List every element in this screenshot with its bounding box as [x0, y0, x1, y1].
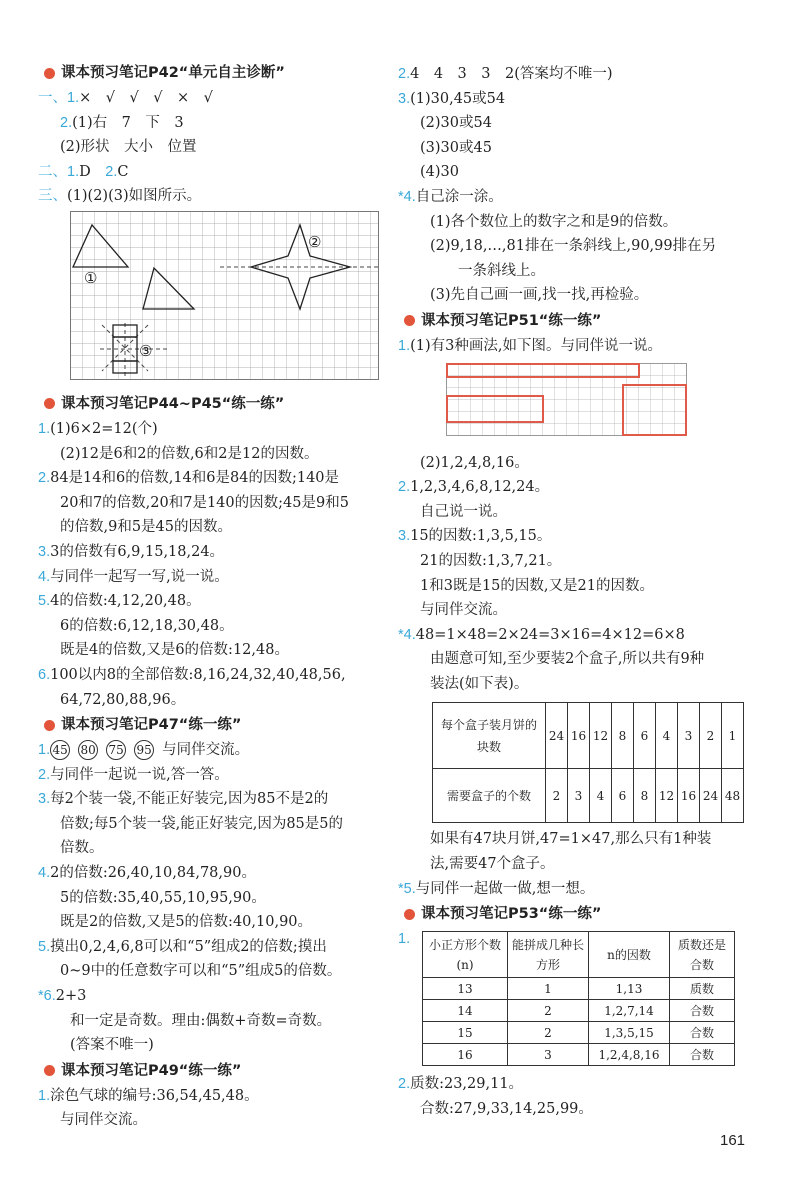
table-cell: 合数 [670, 1000, 735, 1022]
answer-line: (2)1,2,4,8,16。 [420, 454, 529, 471]
table-cell: 3 [678, 703, 700, 769]
answer-line: 法,需要47个盒子。 [430, 856, 555, 873]
left-column [38, 60, 388, 1133]
answer-line: 3.每2个装一袋,不能正好装完,因为85不是2的 [38, 791, 329, 808]
table-row [423, 978, 735, 1000]
answer-line: 与同伴交流。 [420, 602, 507, 619]
answer-line: 0~9中的任意数字可以和“5”组成5的倍数。 [60, 963, 342, 980]
answer-line: 2.(1)右 7 下 3 [60, 114, 184, 131]
answer-line: 一条斜线上。 [458, 262, 545, 279]
answer-line: 1. 45 80 75 95 与同伴交流。 [38, 742, 250, 759]
section-header-p42: 课本预习笔记P42“单元自主诊断” [38, 60, 388, 86]
answer-line: 3.3的倍数有6,9,15,18,24。 [38, 543, 225, 560]
section-header-p51: 课本预习笔记P51“练一练” [398, 308, 768, 334]
answer-line: (3)30或45 [420, 139, 492, 156]
answer-line: 6.100以内8的全部倍数:8,16,24,32,40,48,56, [38, 666, 346, 683]
table-cell: 4 [590, 769, 612, 823]
answer-line: 和一定是奇数。理由:偶数+奇数=奇数。 [70, 1012, 332, 1029]
bullet-icon [404, 315, 415, 326]
table-cell: 12 [590, 703, 612, 769]
table-cell: 3 [508, 1044, 589, 1066]
column-header: n的因数 [589, 932, 670, 978]
answer-line: 3.15的因数:1,3,5,15。 [398, 528, 552, 545]
section-header-p49: 课本预习笔记P49“练一练” [38, 1058, 388, 1084]
label-3: ③ [139, 341, 153, 360]
answer-line: 1.(1)有3种画法,如下图。与同伴说一说。 [398, 337, 662, 354]
table-cell: 1,3,5,15 [589, 1022, 670, 1044]
answer-line: 21的因数:1,3,7,21。 [420, 552, 562, 569]
answer-line: 3.(1)30,45或54 [398, 90, 506, 107]
table-cell: 24 [546, 703, 568, 769]
grid-figure [70, 211, 382, 383]
answer-line: 64,72,80,88,96。 [60, 691, 186, 708]
bullet-icon [44, 398, 55, 409]
answer-line: 一、1.× √ √ √ × √ [38, 90, 213, 106]
answer-line: 装法(如下表)。 [430, 675, 529, 692]
prime-table [422, 931, 735, 1066]
table-cell: 2 [700, 703, 722, 769]
table-cell: 合数 [670, 1044, 735, 1066]
answer-line: 5.摸出0,2,4,6,8可以和“5”组成2的倍数;摸出 [38, 938, 327, 955]
answer-block: 1. 小正方形个数(n) 能拼成几种长方形 n的因数 质数还是合数 13 1 1,13 质数 14 2 1,2,7,14 合数 15 2 1,3,5,15 合数 16 3 1,2,4,8,16 合数 [398, 927, 768, 1066]
table-row [433, 769, 744, 823]
answer-line: 5.4的倍数:4,12,20,48。 [38, 593, 201, 610]
table-cell: 8 [634, 769, 656, 823]
answer-line: 由题意可知,至少要装2个盒子,所以共有9种 [430, 651, 705, 668]
answer-line: (2)30或54 [420, 115, 492, 132]
table-cell: 13 [423, 978, 508, 1000]
table-row [423, 1044, 735, 1066]
answer-line: *4.48=1×48=2×24=3×16=4×12=6×8 [398, 626, 685, 643]
section-header-p44: 课本预习笔记P44~P45“练一练” [38, 391, 388, 417]
table-cell: 3 [568, 769, 590, 823]
answer-line: 2.4 4 3 3 2(答案均不唯一) [398, 66, 613, 82]
table-cell: 1,2,7,14 [589, 1000, 670, 1022]
column-header: 能拼成几种长方形 [508, 932, 589, 978]
table-row [423, 1022, 735, 1044]
answer-line: 2.1,2,3,4,6,8,12,24。 [398, 479, 550, 496]
column-header: 小正方形个数(n) [423, 932, 508, 978]
answer-line: 自己说一说。 [420, 503, 507, 520]
table-cell: 1 [508, 978, 589, 1000]
mooncake-table [432, 702, 744, 823]
table-cell: 1,13 [589, 978, 670, 1000]
circled-number: 95 [134, 740, 154, 760]
column-header: 质数还是合数 [670, 932, 735, 978]
table-cell: 2 [508, 1022, 589, 1044]
answer-line: 二、1.D 2.C [38, 163, 129, 180]
right-column [398, 62, 768, 1121]
section-header-p53: 课本预习笔记P53“练一练” [398, 901, 768, 927]
answer-line: *6.2+3 [38, 988, 87, 1005]
answer-line: 倍数。 [60, 840, 104, 857]
row-label: 每个盒子装月饼的块数 [433, 703, 546, 769]
table-header-row [423, 932, 735, 978]
answer-line: 2.质数:23,29,11。 [398, 1076, 524, 1093]
page-number: 161 [720, 1132, 746, 1149]
table-cell: 24 [700, 769, 722, 823]
answer-line: 合数:27,9,33,14,25,99。 [420, 1100, 593, 1117]
answer-line: 与同伴交流。 [60, 1112, 147, 1129]
answer-line: 的倍数,9和5是45的因数。 [60, 519, 233, 536]
answer-line: 既是4的倍数,又是6的倍数:12,48。 [60, 642, 289, 659]
answer-line: 三、(1)(2)(3)如图所示。 [38, 188, 202, 205]
answer-line: (答案不唯一) [70, 1037, 154, 1054]
table-cell: 1,2,4,8,16 [589, 1044, 670, 1066]
answer-line: *5.与同伴一起做一做,想一想。 [398, 880, 595, 897]
answer-line: 2.与同伴一起说一说,答一答。 [38, 766, 229, 783]
table-cell: 2 [508, 1000, 589, 1022]
table-cell: 14 [423, 1000, 508, 1022]
answer-line: 倍数;每5个装一袋,能正好装完,因为85是5的 [60, 815, 344, 832]
rectangle-grid-figure [446, 363, 696, 447]
circled-number: 75 [106, 740, 126, 760]
bullet-icon [404, 909, 415, 920]
answer-line: 4.与同伴一起写一写,说一说。 [38, 568, 229, 585]
label-1: ① [84, 268, 98, 287]
answer-line: (4)30 [420, 164, 459, 181]
table-row [423, 1000, 735, 1022]
answer-line: *4.自己涂一涂。 [398, 188, 503, 205]
circled-number: 80 [78, 740, 98, 760]
table-cell: 48 [722, 769, 744, 823]
bullet-icon [44, 720, 55, 731]
answer-line: 如果有47块月饼,47=1×47,那么只有1种装 [430, 831, 712, 848]
bullet-icon [44, 1065, 55, 1076]
table-cell: 12 [656, 769, 678, 823]
answer-line: 5的倍数:35,40,55,10,95,90。 [60, 889, 266, 906]
table-cell: 16 [568, 703, 590, 769]
answer-line: (2)形状 大小 位置 [60, 139, 197, 156]
answer-line: 20和7的倍数,20和7是140的因数;45是9和5 [60, 494, 349, 511]
answer-line: (2)9,18,…,81排在一条斜线上,90,99排在另 [430, 238, 717, 255]
label-2: ② [308, 232, 322, 251]
table-cell: 15 [423, 1022, 508, 1044]
table-cell: 6 [634, 703, 656, 769]
table-cell: 1 [722, 703, 744, 769]
table-cell: 4 [656, 703, 678, 769]
answer-line: 4.2的倍数:26,40,10,84,78,90。 [38, 865, 256, 882]
table-cell: 合数 [670, 1022, 735, 1044]
table-cell: 16 [678, 769, 700, 823]
row-label: 需要盒子的个数 [433, 769, 546, 823]
table-row [433, 703, 744, 769]
circled-number: 45 [50, 740, 70, 760]
table-cell: 8 [612, 703, 634, 769]
answer-line: 6的倍数:6,12,18,30,48。 [60, 617, 234, 634]
table-cell: 16 [423, 1044, 508, 1066]
table-cell: 质数 [670, 978, 735, 1000]
answer-line: (3)先自己画一画,找一找,再检验。 [430, 287, 649, 304]
answer-line: 既是2的倍数,又是5的倍数:40,10,90。 [60, 914, 313, 931]
answer-line: 1.(1)6×2=12(个) [38, 420, 158, 437]
answer-line: (1)各个数位上的数字之和是9的倍数。 [430, 213, 678, 230]
section-header-p47: 课本预习笔记P47“练一练” [38, 712, 388, 738]
answer-line: 1和3既是15的因数,又是21的因数。 [420, 577, 654, 594]
answer-line: (2)12是6和2的倍数,6和2是12的因数。 [60, 445, 319, 462]
table-cell: 6 [612, 769, 634, 823]
bullet-icon [44, 68, 55, 79]
answer-line: 1.涂色气球的编号:36,54,45,48。 [38, 1087, 259, 1104]
answer-line: 2.84是14和6的倍数,14和6是84的因数;140是 [38, 470, 340, 487]
table-cell: 2 [546, 769, 568, 823]
